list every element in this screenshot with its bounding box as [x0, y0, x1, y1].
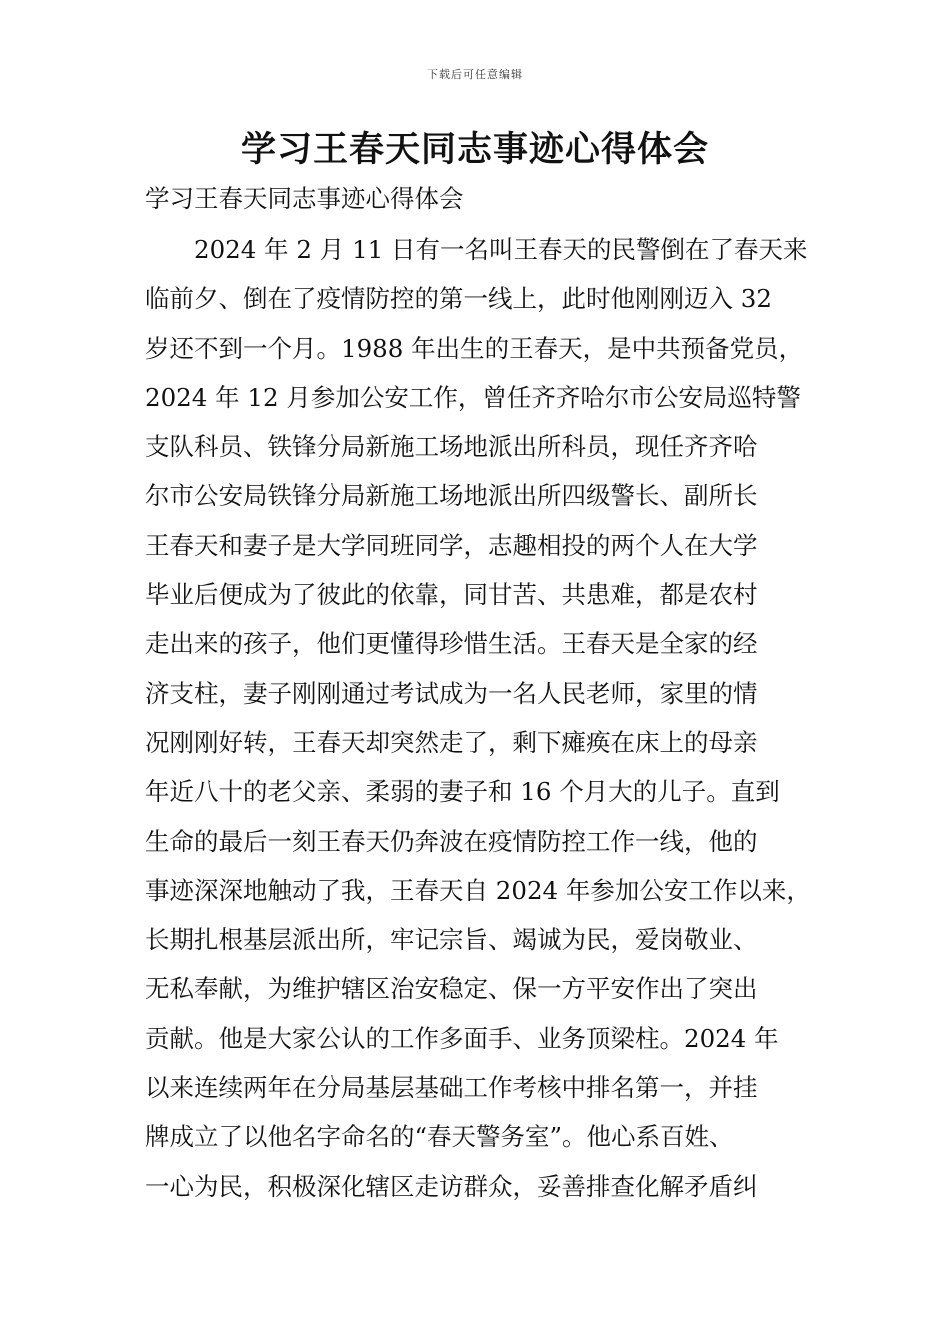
text-line: 事迹深深地触动了我，王春天自 2024 年参加公安工作以来，	[145, 875, 811, 905]
document-subtitle: 学习王春天同志事迹心得体会	[145, 184, 464, 213]
text-line: 生命的最后一刻王春天仍奔波在疫情防控工作一线，他的	[145, 826, 758, 856]
text-line: 临前夕、倒在了疫情防控的第一线上，此时他刚刚迈入 32	[145, 284, 772, 314]
text-line: 贡献。他是大家公认的工作多面手、业务顶梁柱。2024 年	[145, 1023, 779, 1053]
text-line: 长期扎根基层派出所，牢记宗旨、竭诚为民，爱岗敬业、	[145, 925, 758, 955]
text-line: 尔市公安局铁锋分局新施工场地派出所四级警长、副所长	[145, 481, 758, 511]
text-line: 以来连续两年在分局基层基础工作考核中排名第一，并挂	[145, 1073, 758, 1103]
text-line: 况刚刚好转，王春天却突然走了，剩下瘫痪在床上的母亲	[145, 727, 758, 757]
text-line: 走出来的孩子，他们更懂得珍惜生活。王春天是全家的经	[145, 629, 758, 659]
header-note: 下载后可任意编辑	[427, 68, 523, 81]
text-line: 毕业后便成为了彼此的依靠，同甘苦、共患难，都是农村	[145, 580, 758, 610]
text-line: 2024 年 2 月 11 日有一名叫王春天的民警倒在了春天来	[194, 235, 808, 264]
text-line: 年近八十的老父亲、柔弱的妻子和 16 个月大的儿子。直到	[145, 777, 780, 807]
document-title: 学习王春天同志事迹心得体会	[240, 129, 709, 170]
text-line: 一心为民，积极深化辖区走访群众，妥善排查化解矛盾纠	[145, 1171, 758, 1201]
text-line: 岁还不到一个月。1988 年出生的王春天，是中共预备党员，	[145, 333, 804, 363]
text-line: 牌成立了以他名字命名的“春天警务室”。他心系百姓、	[145, 1122, 734, 1152]
text-line: 2024 年 12 月参加公安工作，曾任齐齐哈尔市公安局巡特警	[145, 382, 801, 412]
text-line: 支队科员、铁锋分局新施工场地派出所科员，现任齐齐哈	[145, 432, 758, 462]
body-text	[145, 229, 835, 1215]
text-line: 王春天和妻子是大学同班同学，志趣相投的两个人在大学	[145, 530, 758, 560]
text-line: 无私奉献，为维护辖区治安稳定、保一方平安作出了突出	[145, 974, 758, 1004]
text-line: 济支柱，妻子刚刚通过考试成为一名人民老师，家里的情	[145, 678, 758, 708]
